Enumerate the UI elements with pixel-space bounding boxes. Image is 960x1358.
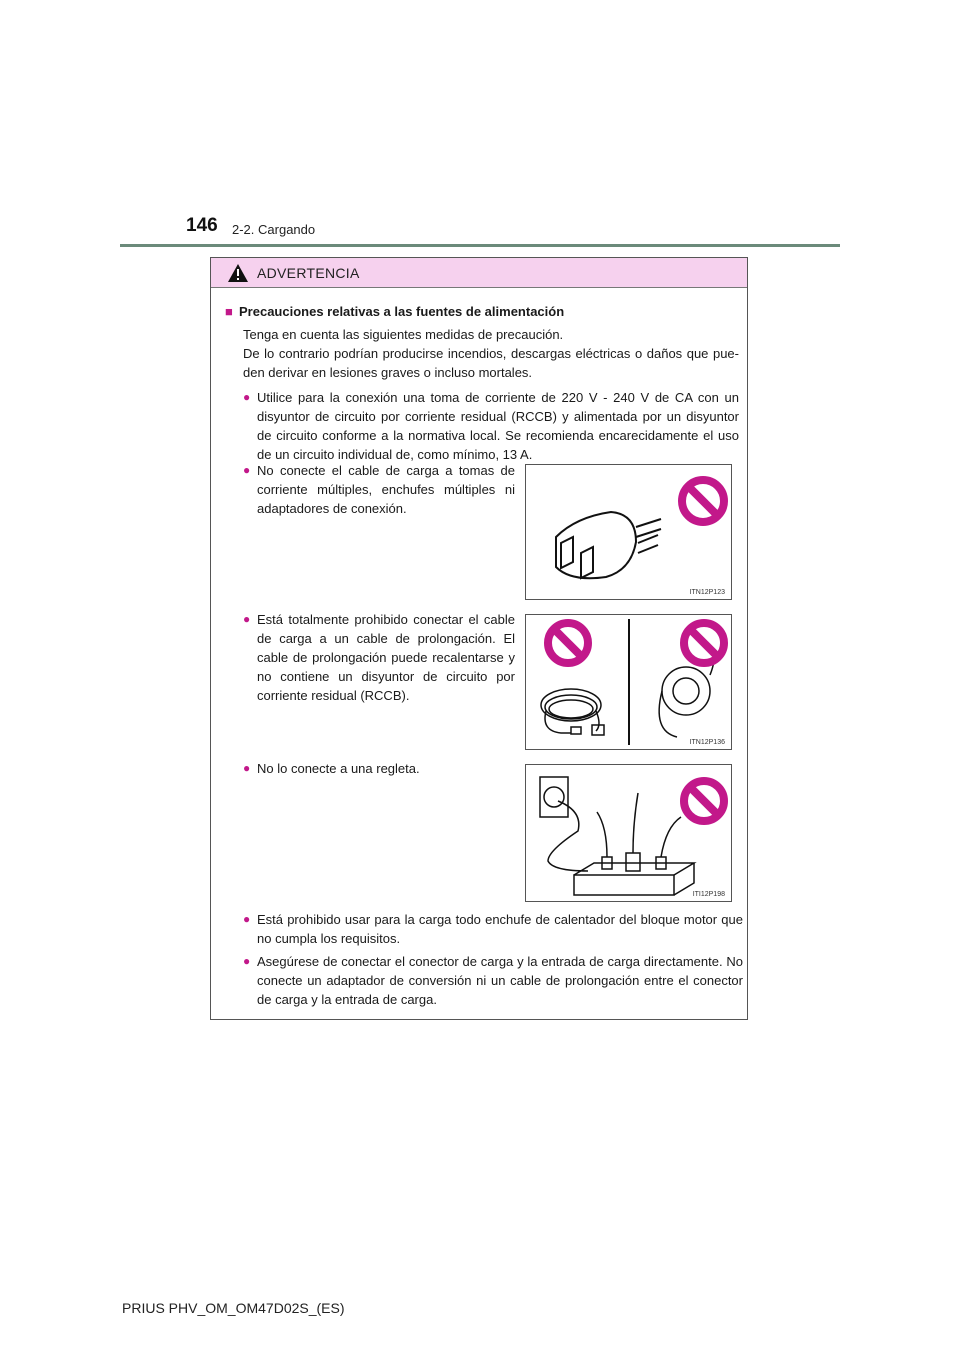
prohibited-icon — [548, 623, 588, 663]
circle-bullet-icon: ● — [243, 954, 251, 968]
figure-plug-adapter — [525, 464, 732, 600]
figure-code: ITN12P136 — [689, 739, 725, 746]
prohibited-icon — [684, 781, 724, 821]
figure-power-strip — [525, 764, 732, 902]
figure-code: ITI12P198 — [692, 891, 725, 898]
list-item: ● Asegúrese de conectar el conector de carga y la entrada de carga directamente. No conecte un adaptador de conversión ni un cable de prolongación entre el conector de carga y la entrada de carga. — [243, 954, 743, 1007]
list-item: ● No lo conecte a una regleta. — [243, 761, 420, 776]
square-bullet-icon: ■ — [225, 304, 233, 319]
circle-bullet-icon: ● — [243, 912, 251, 926]
list-item: ● Está prohibido usar para la carga todo enchufe de calentador del bloque motor que no cumpla los requisitos. — [243, 912, 743, 946]
footer-doc-id: PRIUS PHV_OM_OM47D02S_(ES) — [122, 1300, 345, 1316]
warning-header — [211, 258, 747, 288]
circle-bullet-icon: ● — [243, 612, 251, 626]
warning-box — [210, 257, 748, 1020]
circle-bullet-icon: ● — [243, 390, 251, 404]
prohibited-icon — [684, 623, 724, 663]
extension-cable-illustration — [526, 615, 731, 749]
list-item: ● No conecte el cable de carga a tomas de corriente múltiples, enchufes múltiples ni adaptadores de conexión. — [243, 463, 515, 516]
circle-bullet-icon: ● — [243, 463, 251, 477]
header-rule — [120, 244, 840, 247]
page-number: 146 — [186, 215, 218, 236]
figure-code: ITN12P123 — [689, 589, 725, 596]
list-item: ● Está totalmente prohibido conectar el cable de carga a un cable de prolongación. El cable de prolongación puede recalentarse y no contiene un disyuntor de circuito por corriente residual (RCCB). — [243, 612, 515, 703]
prohibited-icon — [682, 480, 724, 522]
warning-title: ADVERTENCIA — [257, 264, 360, 281]
warning-triangle-icon — [227, 263, 249, 283]
section-label: 2-2. Cargando — [232, 222, 316, 237]
warning-content — [225, 302, 739, 464]
plug-adapter-illustration — [526, 465, 731, 599]
list-item: ● Utilice para la conexión una toma de corriente de 220 V - 240 V de CA con un disyuntor de circuito por corriente residual (RCCB) y alimentada por un disyuntor de circuito conforme a la normativa local. Se recomienda encarecidamente el uso de un circuito individual de, como mínimo, 13 A. — [243, 390, 739, 462]
power-strip-illustration — [526, 765, 731, 901]
circle-bullet-icon: ● — [243, 761, 251, 775]
warning-subheading: ■ Precauciones relativas a las fuentes de alimentación — [225, 304, 565, 319]
figure-extension-cable — [525, 614, 732, 750]
intro-text: Tenga en cuenta las siguientes medidas de precaución. De lo contrario podrían producirse incendios, descargas eléctricas o daños que pue-den derivar en lesiones graves o incluso mortales. — [243, 327, 739, 380]
